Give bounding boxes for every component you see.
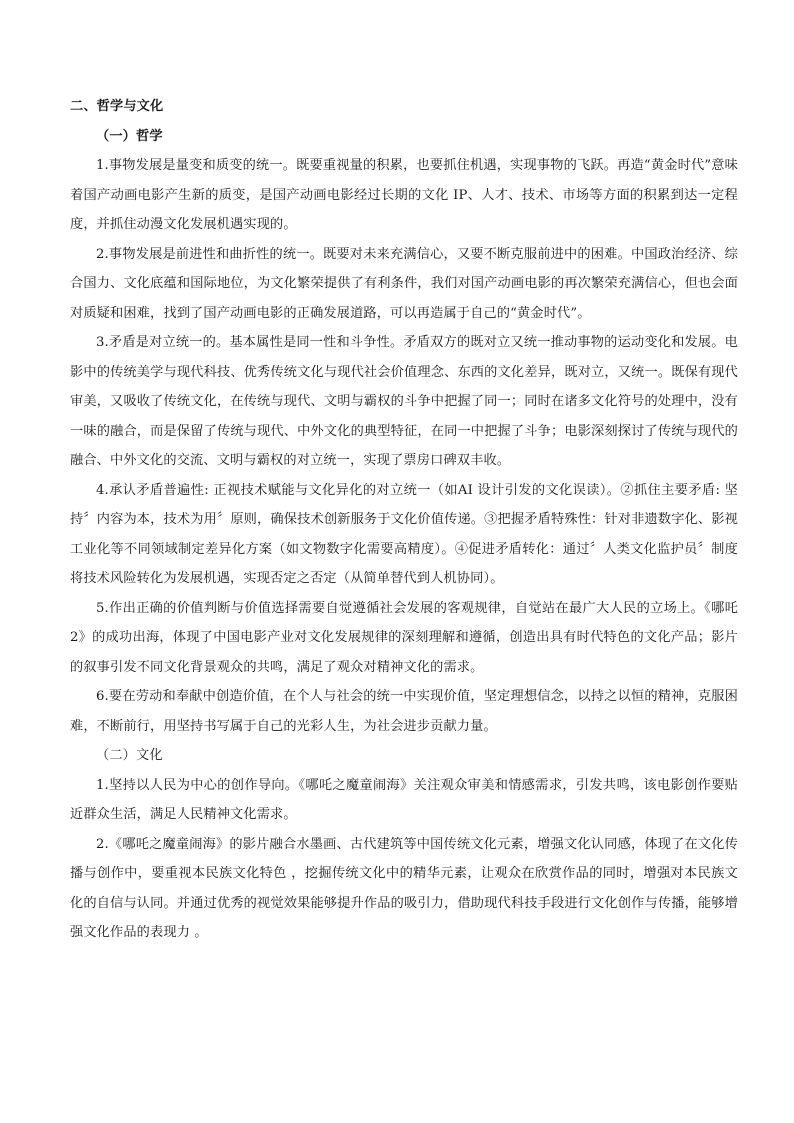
subsection-heading-philosophy: （一）哲学 <box>96 128 163 144</box>
paragraph-philosophy-2: 2.事物发展是前进性和曲折性的统一。既要对未来充满信心，又要不断克服前进中的困难。中国政治经济、综合国力、文化底蕴和国际地位，为文化繁荣提供了有利条件，我们对国产动画电影的再次繁荣充满信心，但也会面对质疑和困难，找到了国产动画电影的正确发展道路，可以再造属于自己的“黄金时代”。 <box>70 246 738 321</box>
document-body <box>70 92 738 948</box>
paragraph-philosophy-5: 5.作出正确的价值判断与价值选择需要自觉遵循社会发展的客观规律，自觉站在最广大人民的立场上。《哪吒 2》的成功出海，体现了中国电影产业对文化发展规律的深刻理解和遵循，创造出具有时代特色的文化产品；影片的叙事引发不同文化背景观众的共鸣，满足了观众对精神文化的需求。 <box>70 600 738 675</box>
paragraph-philosophy-6: 6.要在劳动和奉献中创造价值，在个人与社会的统一中实现价值，坚定理想信念，以持之以恒的精神，克服困难，不断前行，用坚持书写属于自己的光彩人生，为社会进步贡献力量。 <box>70 689 738 734</box>
paragraph-philosophy-3: 3.矛盾是对立统一的。基本属性是同一性和斗争性。矛盾双方的既对立又统一推动事物的运动变化和发展。电影中的传统美学与现代科技、优秀传统文化与现代社会价值理念、东西的文化差异，既对立，又统一。既保有现代审美，又吸收了传统文化，在传统与现代、文明与霸权的斗争中把握了同一；同时在诸多文化符号的处理中，没有一味的融合，而是保留了传统与现代、中外文化的典型特征，在同一中把握了斗争；电影深刻探讨了传统与现代的融合、中外文化的交流、文明与霸权的对立统一，实现了票房口碑双丰收。 <box>70 335 738 468</box>
paragraph-philosophy-4: 4.承认矛盾普遍性: 正视技术赋能与文化异化的对立统一（如AI 设计引发的文化误读）。②抓住主要矛盾: 坚持〞内容为本，技术为用〞原则，确保技术创新服务于文化价值传递。③把握矛盾特殊性：针对非遗数字化、影视工业化等不同领域制定差异化方案（如文物数字化需要高精度）。④促进矛盾转化：通过〞人类文化监护员〞制度将技术风险转化为发展机遇，实现否定之否定（从简单替代到人机协同）。 <box>70 482 738 586</box>
subsection-heading-culture: （二）文化 <box>96 748 163 763</box>
paragraph-philosophy-1: 1.事物发展是量变和质变的统一。既要重视量的积累，也要抓住机遇，实现事物的飞跃。再造“黄金时代”意味着国产动画电影产生新的质变，是国产动画电影经过长期的文化 IP、人才、技术、市场等方面的积累到达一定程度，并抓住动漫文化发展机遇实现的。 <box>70 158 738 232</box>
paragraph-culture-1: 1.坚持以人民为中心的创作导向。《哪吒之魔童闹海》关注观众审美和情感需求，引发共鸣，该电影创作要贴近群众生活，满足人民精神文化需求。 <box>70 777 738 822</box>
paragraph-culture-2: 2.《哪吒之魔童闹海》的影片融合水墨画、古代建筑等中国传统文化元素，增强文化认同感，体现了在文化传播与创作中，要重视本民族文化特色 ，挖掘传统文化中的精华元素，让观众在欣赏作品的同时，增强对本民族文化的自信与认同。并通过优秀的视觉效果能够提升作品的吸引力，借助现代科技手段进行文化创作与传播，能够增强文化作品的表现力 。 <box>70 836 738 940</box>
section-title: 二、哲学与文化 <box>70 99 164 114</box>
